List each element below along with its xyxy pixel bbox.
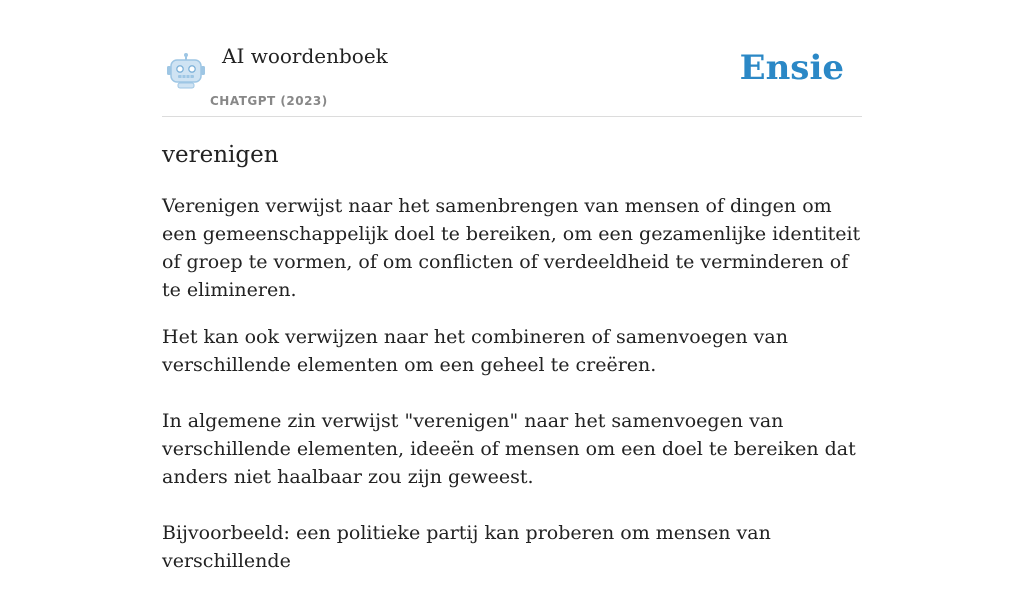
brand-logo[interactable]: Ensie <box>739 48 844 88</box>
entry-definition <box>162 192 862 575</box>
robot-icon <box>166 52 206 90</box>
page-header <box>162 0 862 117</box>
definition-paragraph: Bijvoorbeeld: een politieke partij kan proberen om mensen van verschillende <box>162 522 771 572</box>
definition-paragraph: In algemene zin verwijst "verenigen" naar het samenvoegen van verschillende elementen, ideeën of mensen om een doel te bereiken dat anders niet haalbaar zou zijn geweest. <box>162 410 856 488</box>
site-title[interactable]: AI woordenboek <box>222 44 388 68</box>
site-subtitle: CHATGPT (2023) <box>210 94 328 108</box>
definition-paragraph: Verenigen verwijst naar het samenbrengen van mensen of dingen om een gemeenschappelijk doel te bereiken, om een gezamenlijke identiteit of groep te vormen, of om conflicten of verdeeldheid te verminderen of te elimineren. <box>162 195 861 301</box>
definition-paragraph: Het kan ook verwijzen naar het combineren of samenvoegen van verschillende elementen om een geheel te creëren. <box>162 326 788 376</box>
entry-word: verenigen <box>162 142 279 168</box>
page-container <box>162 0 862 594</box>
